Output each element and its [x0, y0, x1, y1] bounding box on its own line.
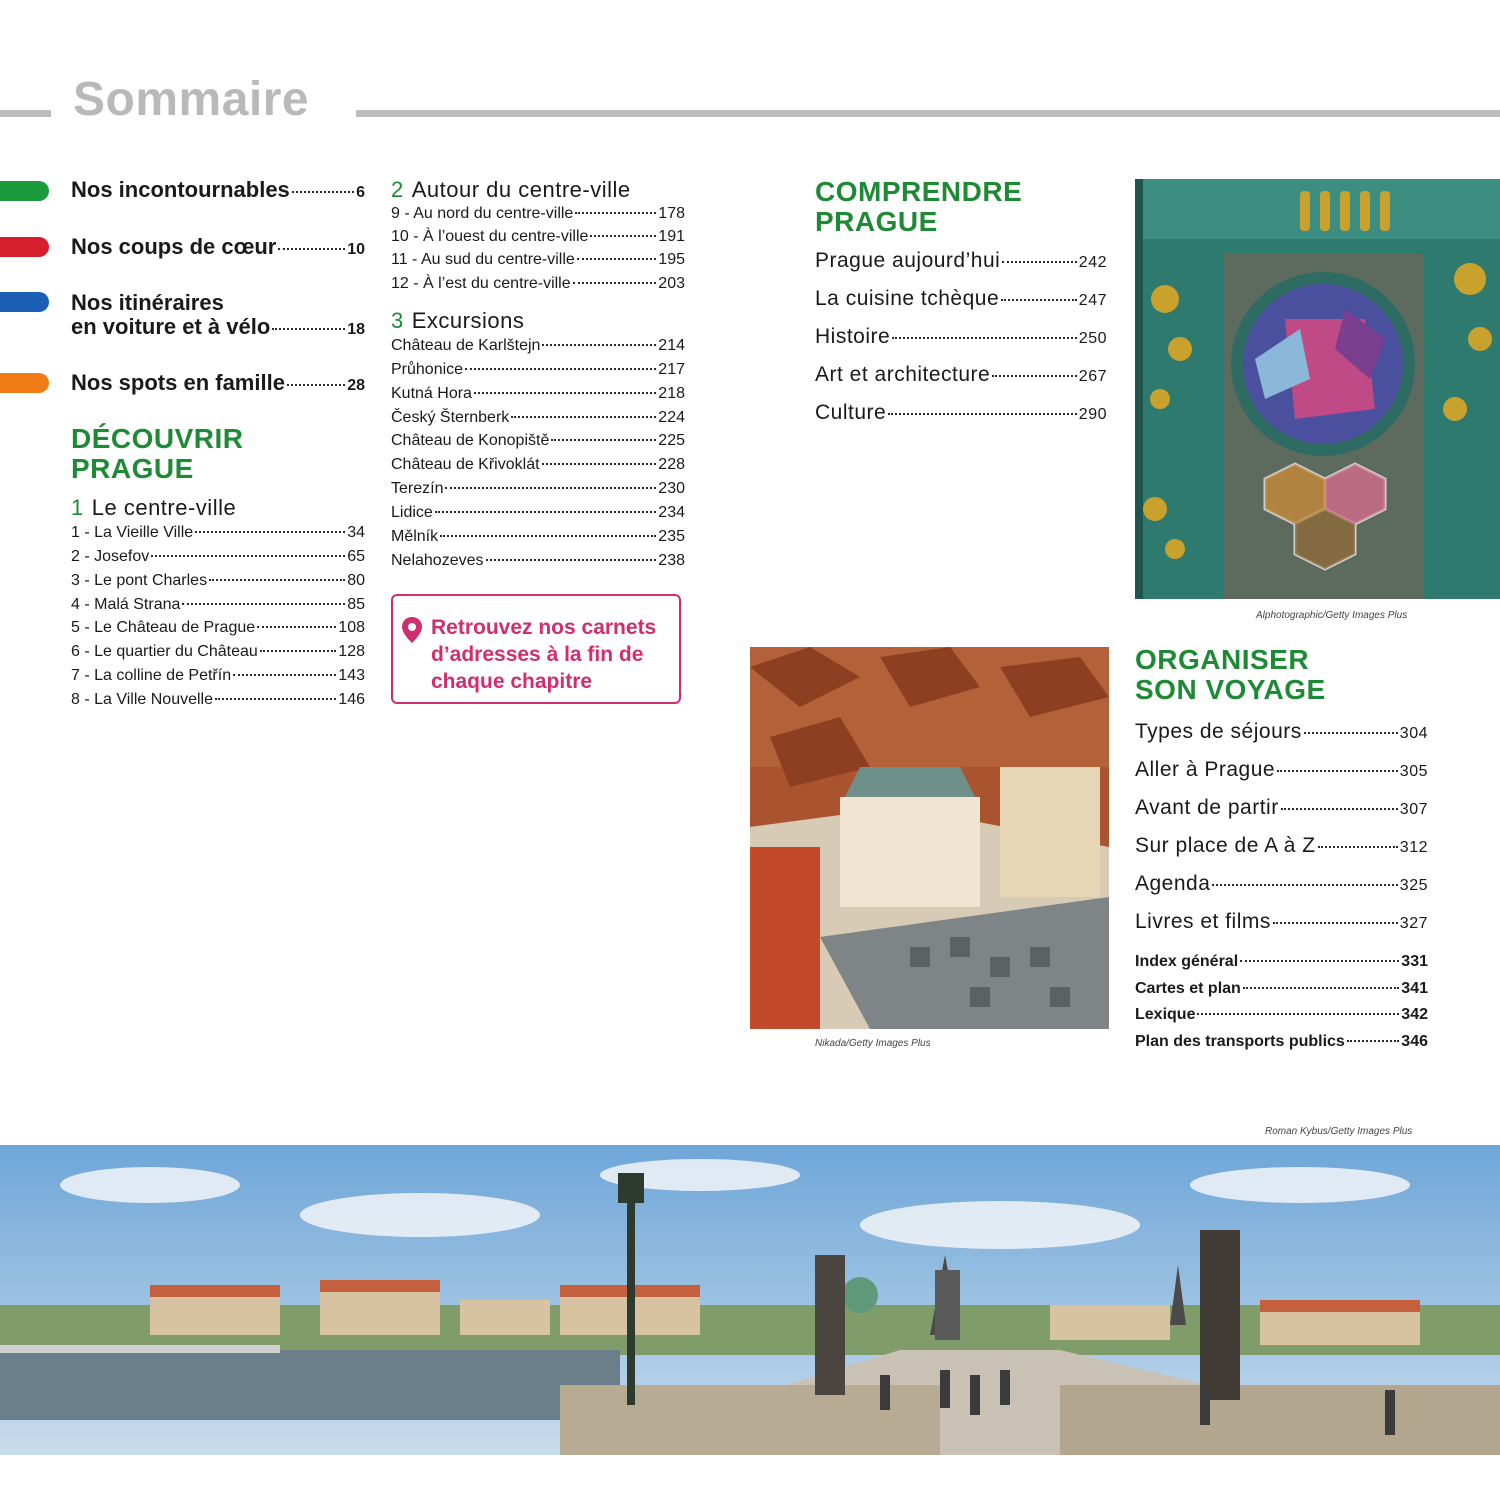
toc-entry[interactable]: Avant de partir 307 [1135, 796, 1428, 819]
toc-entry[interactable]: Agenda 325 [1135, 872, 1428, 895]
toc-entry[interactable]: 12 - À l’est du centre-ville 203 [391, 275, 685, 292]
decouvrir-heading: DÉCOUVRIR PRAGUE [71, 423, 244, 484]
toc-entry[interactable]: Nelahozeves 238 [391, 552, 685, 569]
toc-entry[interactable]: en voiture et à vélo 18 [71, 314, 365, 339]
highlight-bar-green [0, 181, 49, 201]
photo-credit: Nikada/Getty Images Plus [815, 1038, 931, 1049]
toc-entry[interactable]: Lexique 342 [1135, 1006, 1428, 1023]
toc-entry[interactable]: Český Šternberk 224 [391, 409, 685, 426]
toc-entry[interactable]: Histoire 250 [815, 325, 1107, 348]
toc-entry[interactable]: 6 - Le quartier du Château 128 [71, 643, 365, 660]
toc-entry[interactable]: 11 - Au sud du centre-ville 195 [391, 251, 685, 268]
toc-entry[interactable]: La cuisine tchèque 247 [815, 287, 1107, 310]
comprendre-heading: COMPRENDRE PRAGUE [815, 176, 1023, 237]
header-rule-right [356, 110, 1500, 117]
toc-entry[interactable]: Plan des transports publics 346 [1135, 1033, 1428, 1050]
toc-entry[interactable]: Aller à Prague 305 [1135, 758, 1428, 781]
toc-entry[interactable]: Nos coups de cœur 10 [71, 234, 365, 259]
toc-entry[interactable]: Index général 331 [1135, 953, 1428, 970]
address-callout [391, 594, 681, 704]
toc-entry[interactable]: 8 - La Ville Nouvelle 146 [71, 691, 365, 708]
organiser-heading: ORGANISER SON VOYAGE [1135, 644, 1326, 705]
highlight-bar-orange [0, 373, 49, 393]
toc-entry[interactable]: Mělník 235 [391, 528, 685, 545]
chapter-1-title: 1 Le centre-ville [71, 495, 237, 520]
toc-entry[interactable]: 7 - La colline de Petřín 143 [71, 667, 365, 684]
toc-entry[interactable]: Prague aujourd’hui 242 [815, 249, 1107, 272]
toc-entry[interactable]: 1 - La Vieille Ville 34 [71, 524, 365, 541]
photo-credit: Alphotographic/Getty Images Plus [1256, 610, 1408, 621]
toc-entry[interactable]: Château de Křivoklát 228 [391, 456, 685, 473]
chapter-2-title: 2 Autour du centre-ville [391, 177, 631, 202]
toc-entry[interactable]: Culture 290 [815, 401, 1107, 424]
toc-entry[interactable]: Kutná Hora 218 [391, 385, 685, 402]
toc-entry[interactable]: Průhonice 217 [391, 361, 685, 378]
map-pin-icon [401, 616, 423, 644]
charles-bridge-panorama-photo [0, 1145, 1500, 1455]
toc-entry-line1: Nos itinéraires [71, 290, 224, 315]
toc-entry[interactable]: 3 - Le pont Charles 80 [71, 572, 365, 589]
toc-entry[interactable]: Nos incontournables 6 [71, 177, 365, 202]
toc-entry[interactable]: 9 - Au nord du centre-ville 178 [391, 205, 685, 222]
highlight-bar-red [0, 237, 49, 257]
callout-text: Retrouvez nos carnets d’adresses à la fin de chaque chapitre [431, 616, 657, 693]
toc-entry[interactable]: 2 - Josefov 65 [71, 548, 365, 565]
toc-entry[interactable]: Nos spots en famille 28 [71, 370, 365, 395]
toc-entry[interactable]: Château de Karlštejn 214 [391, 337, 685, 354]
stained-glass-photo [1135, 179, 1500, 599]
header-rule-left [0, 110, 51, 117]
toc-entry[interactable]: Sur place de A à Z 312 [1135, 834, 1428, 857]
highlight-bar-blue [0, 292, 49, 312]
toc-entry[interactable]: Cartes et plan 341 [1135, 980, 1428, 997]
toc-entry[interactable]: Art et architecture 267 [815, 363, 1107, 386]
chapter-3-title: 3 Excursions [391, 308, 525, 333]
photo-credit: Roman Kybus/Getty Images Plus [1265, 1126, 1413, 1137]
toc-entry[interactable]: Lidice 234 [391, 504, 685, 521]
toc-entry[interactable]: 10 - À l’ouest du centre-ville 191 [391, 228, 685, 245]
toc-entry[interactable]: Château de Konopiště 225 [391, 432, 685, 449]
old-town-square-photo [750, 647, 1109, 1029]
toc-entry[interactable]: Terezín 230 [391, 480, 685, 497]
toc-entry[interactable]: 5 - Le Château de Prague 108 [71, 619, 365, 636]
toc-entry[interactable]: Types de séjours 304 [1135, 720, 1428, 743]
page-title: Sommaire [73, 73, 310, 126]
toc-entry[interactable]: Livres et films 327 [1135, 910, 1428, 933]
toc-entry[interactable]: 4 - Malá Strana 85 [71, 596, 365, 613]
